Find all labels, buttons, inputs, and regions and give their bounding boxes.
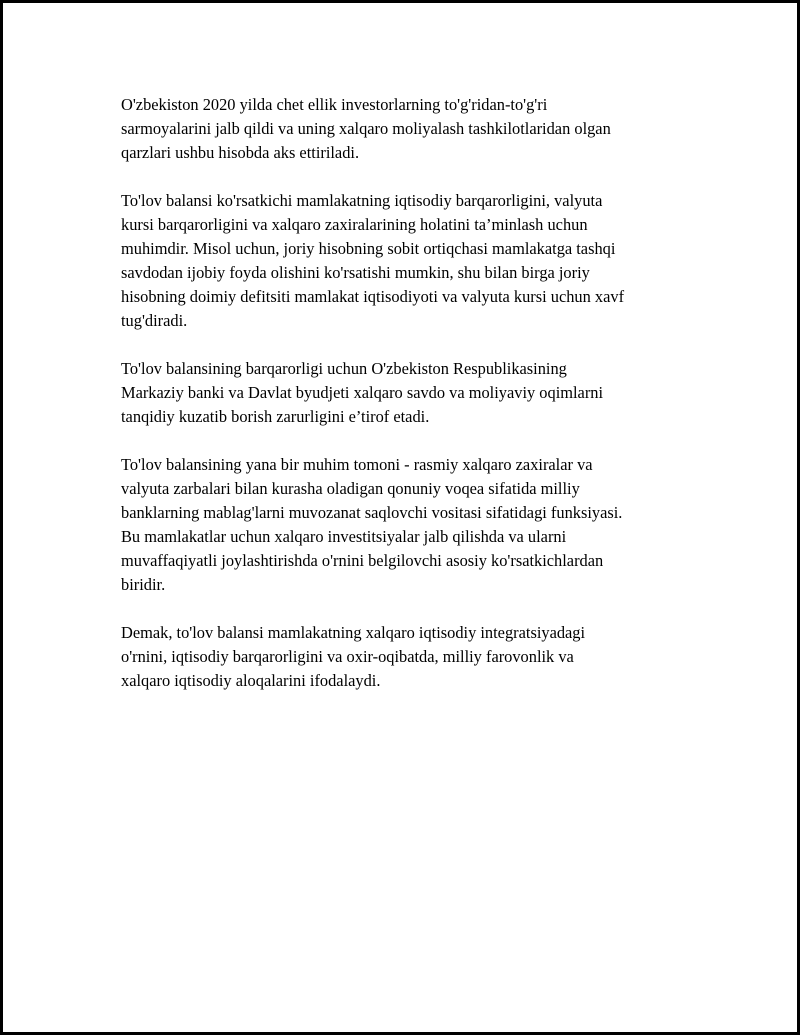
paragraph-5: Demak, to'lov balansi mamlakatning xalqaro iqtisodiy integratsiyadagi o'rnini, iqtisodiy barqarorligini va oxir-oqibatda, milliy farovonlik va xalqaro iqtisodiy aloqalarini ifodalaydi.: [121, 623, 586, 690]
paragraph-2: To'lov balansi ko'rsatkichi mamlakatning iqtisodiy barqarorligini, valyuta kursi barqarorligini va xalqaro zaxiralarining holatini ta’minlash uchun muhimdir. Misol uchun, joriy hisobning sobit ortiqchasi mamlakatga tashqi savdodan ijobiy foyda olishini ko'rsatishi mumkin, shu bilan birga joriy hisobning doimiy defitsiti mamlakat iqtisodiyoti va valyuta kursi uchun xavf tug'diradi.: [121, 191, 625, 330]
paragraph-3: To'lov balansining barqarorligi uchun O'zbekiston Respublikasining Markaziy banki va Davlat byudjeti xalqaro savdo va moliyaviy oqimlarni tanqidiy kuzatib borish zarurligini e’tirof etadi.: [121, 359, 604, 426]
document-body: [121, 93, 696, 717]
paragraph-4: To'lov balansining yana bir muhim tomoni - rasmiy xalqaro zaxiralar va valyuta zarbalari bilan kurasha oladigan qonuniy voqea sifatida milliy banklarning mablag'larni muvozanat saqlovchi vositasi sifatidagi funksiyasi. Bu mamlakatlar uchun xalqaro investitsiyalar jalb qilishda va ularni muvaffaqiyatli joylashtirishda o'rnini belgilovchi asosiy ko'rsatkichlardan biridir.: [121, 455, 623, 594]
paragraph-1: O'zbekiston 2020 yilda chet ellik investorlarning to'g'ridan-to'g'ri sarmoyalarini jalb qildi va uning xalqaro moliyalash tashkilotlaridan olgan qarzlari ushbu hisobda aks ettiriladi.: [121, 95, 611, 162]
